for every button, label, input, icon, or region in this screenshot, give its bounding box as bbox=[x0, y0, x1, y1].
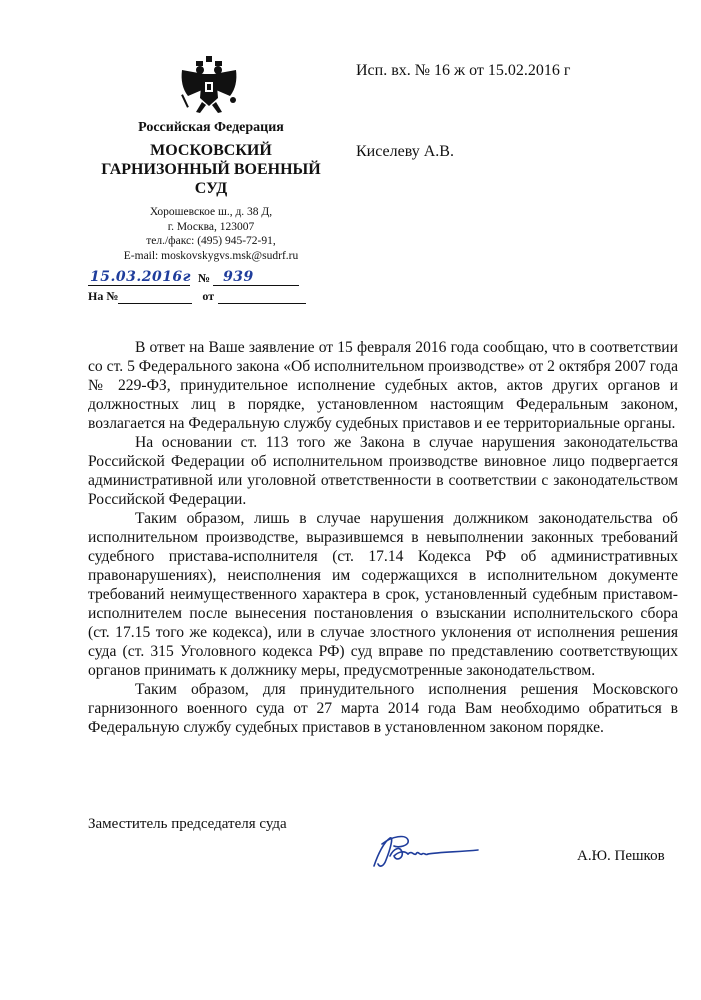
signatory-title: Заместитель председателя суда bbox=[88, 816, 287, 832]
reply-to-field bbox=[118, 288, 192, 304]
outgoing-date-field bbox=[88, 270, 190, 286]
body-paragraph: На основании ст. 113 того же Закона в случае нарушения законодательства Российской Федерации об исполнительном производстве виновное лицо подвергается административной или уголовной ответственности в соответствии с законодательством Российской Федерации. bbox=[88, 434, 678, 508]
letter-body bbox=[88, 338, 678, 737]
signatory-name: А.Ю. Пешков bbox=[577, 848, 665, 864]
court-name-line: ГАРНИЗОННЫЙ ВОЕННЫЙ bbox=[101, 161, 321, 178]
handwritten-signature-icon bbox=[368, 832, 488, 872]
outgoing-number-field bbox=[213, 270, 299, 286]
reply-to-label: На № bbox=[88, 289, 119, 303]
address-email: E-mail: moskovskygvs.msk@sudrf.ru bbox=[123, 249, 299, 262]
address-city: г. Москва, 123007 bbox=[167, 220, 255, 233]
court-name bbox=[86, 141, 336, 198]
number-label: № bbox=[198, 271, 211, 285]
court-name-line: МОСКОВСКИЙ bbox=[150, 142, 272, 159]
reply-registration bbox=[88, 288, 306, 304]
address-phone: тел./факс: (495) 945-72-91, bbox=[146, 235, 276, 247]
body-paragraph: Таким образом, для принудительного исполнения решения Московского гарнизонного военного суда от 27 марта 2014 года Вам необходимо обратиться в Федеральную службу судебных приставов в установленном законом порядке. bbox=[88, 681, 678, 736]
body-paragraph: В ответ на Ваше заявление от 15 февраля 2016 года сообщаю, что в соответствии со ст. 5 Федерального закона «Об исполнительном производстве» от 2 октября 2007 года № 229-ФЗ, принудительное исполнение судебных актов, актов других органов и должностных лиц в порядке, установленном настоящим Федеральным законом, возлагается на Федеральную службу судебных приставов и ее территориальные органы. bbox=[88, 339, 678, 432]
outgoing-date-handwritten: 15.03.2016г bbox=[90, 269, 192, 285]
reply-from-field bbox=[218, 288, 306, 304]
outgoing-registration bbox=[88, 270, 299, 286]
country-name: Российская Федерация bbox=[138, 120, 284, 135]
addressee: Киселеву А.В. bbox=[356, 143, 454, 160]
address-street: Хорошевское ш., д. 38 Д, bbox=[149, 206, 273, 218]
court-name-line: СУД bbox=[194, 180, 228, 197]
from-label: от bbox=[202, 289, 215, 303]
incoming-reference: Исп. вх. № 16 ж от 15.02.2016 г bbox=[356, 62, 571, 79]
body-paragraph: Таким образом, лишь в случае нарушения должником законодательства об исполнительном производстве, выразившемся в невыполнении законных требований судебного пристава-исполнителя (ст. 17.14 Кодекса РФ об административных правонарушениях), неисполнения им содержащихся в исполнительном документе требований неимущественного характера в срок, установленный судебным приставом-исполнителем после вынесения постановления о взыскании исполнительского сбора (ст. 17.15 того же кодекса), или в случае злостного уклонения от исполнения решения суда (ст. 315 Уголовного кодекса РФ) суд вправе по представлению соответствующих органов принимать к должнику меры, предусмотренные законодательством. bbox=[88, 510, 678, 679]
coat-of-arms-icon bbox=[178, 56, 240, 116]
court-address bbox=[86, 205, 336, 263]
outgoing-number-handwritten: 939 bbox=[223, 269, 254, 285]
